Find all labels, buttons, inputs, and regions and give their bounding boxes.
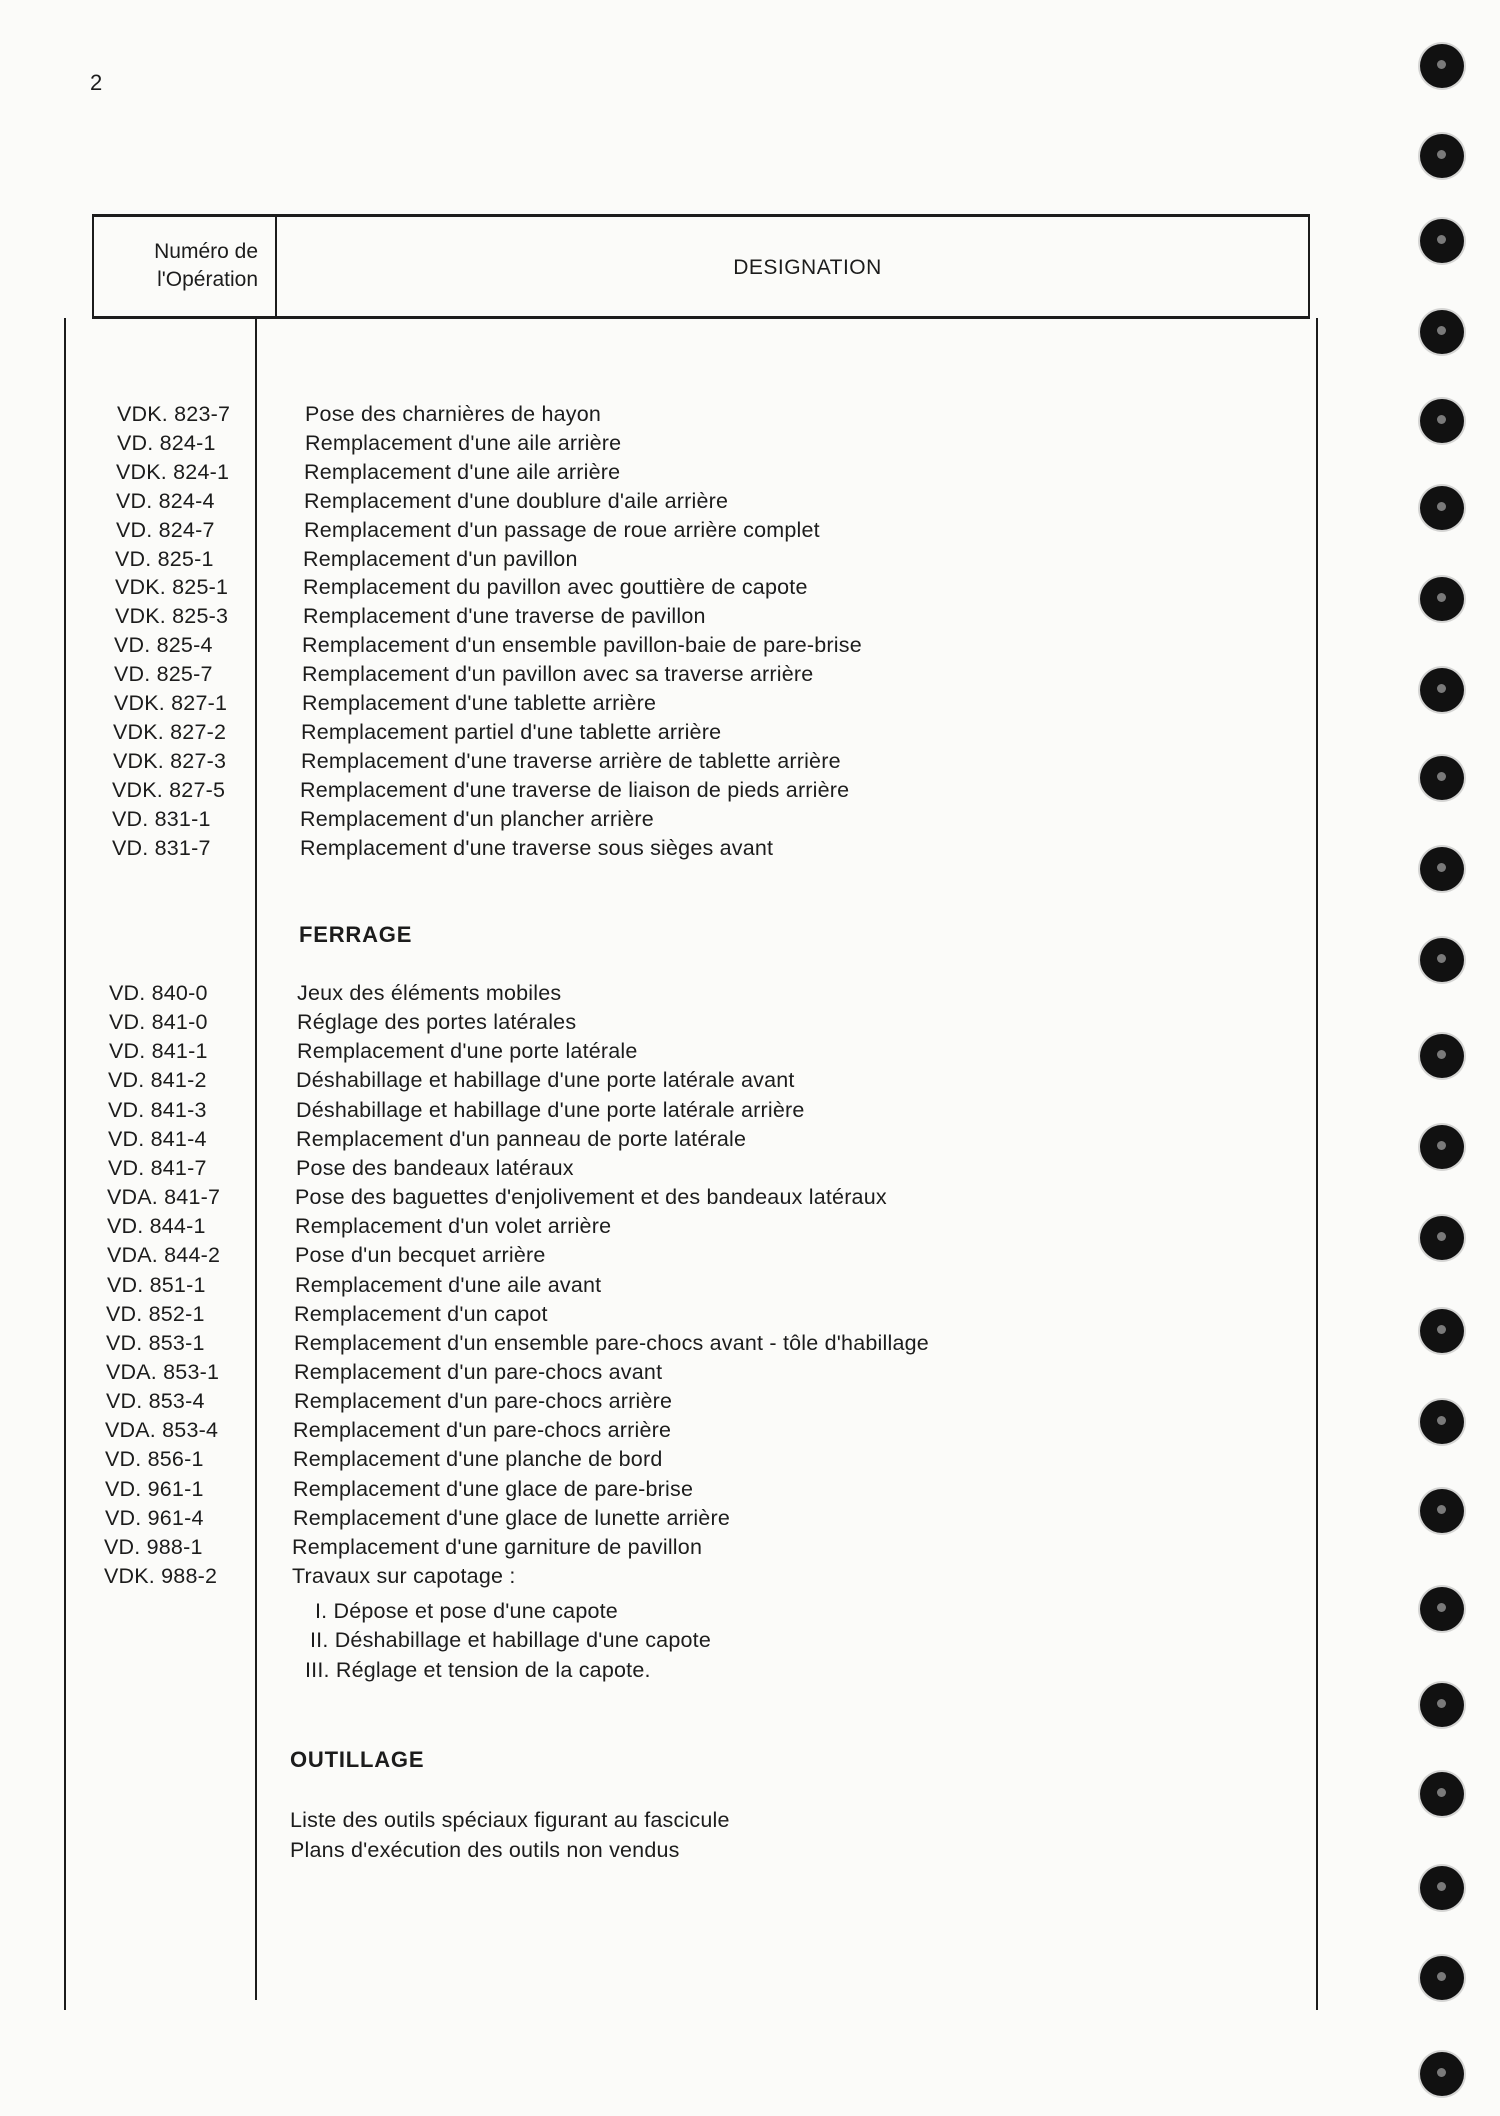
operation-number: VD. 825-1 [115,546,214,571]
operation-designation: Pose des charnières de hayon [305,402,602,426]
table-left-border [92,214,94,318]
punch-hole-icon [1420,310,1464,354]
operation-number: VD. 825-4 [114,633,213,658]
operation-number: VD. 841-2 [108,1068,207,1093]
operation-designation: Remplacement d'un pare-chocs arrière [294,1389,673,1414]
column-header-designation: DESIGNATION [733,256,882,279]
table-right-border-body [1316,318,1318,2010]
punch-hole-icon [1420,1587,1464,1631]
operation-designation: Remplacement d'une tablette arrière [302,691,657,715]
punch-hole-icon [1420,486,1464,530]
operation-designation: Remplacement d'une traverse de liaison de pieds arrière [300,777,850,802]
table-left-border-body [64,318,66,2010]
operation-designation: Remplacement d'un capot [294,1301,548,1326]
operation-number: VD. 961-1 [105,1476,204,1501]
operation-number: VDA. 841-7 [107,1185,221,1210]
operation-number: VD. 841-7 [108,1155,207,1180]
capotage-subitem: III. Réglage et tension de la capote. [305,1657,651,1682]
operation-number: VD. 961-4 [105,1505,204,1530]
operation-designation: Remplacement d'une traverse de pavillon [303,604,706,629]
punch-hole-icon [1420,44,1464,88]
operation-number: VD. 856-1 [105,1447,204,1472]
operation-number: VD. 988-1 [104,1534,203,1559]
operation-designation: Remplacement d'un plancher arrière [300,806,654,831]
operation-number: VD. 824-7 [116,517,215,542]
operation-designation: Remplacement d'une glace de pare-brise [293,1476,694,1501]
punch-hole-icon [1420,1489,1464,1533]
operation-designation: Remplacement d'une porte latérale [297,1039,638,1064]
operation-number: VD. 841-4 [108,1126,207,1151]
operation-number: VD. 853-4 [106,1389,205,1414]
punch-hole-icon [1420,1683,1464,1727]
operation-designation: Remplacement d'une garniture de pavillon [292,1534,703,1559]
operation-designation: Pose des bandeaux latéraux [296,1155,574,1180]
punch-hole-icon [1420,668,1464,712]
operation-designation: Remplacement d'un ensemble pare-chocs avant - tôle d'habillage [294,1330,929,1355]
operation-designation: Remplacement d'une glace de lunette arrière [293,1505,730,1530]
operation-number: VD. 852-1 [106,1301,205,1326]
operation-designation: Déshabillage et habillage d'une porte latérale avant [296,1068,795,1093]
operation-number: VD. 824-1 [117,430,216,455]
punch-hole-icon [1420,2052,1464,2096]
capotage-subitem: II. Déshabillage et habillage d'une capote [310,1628,711,1653]
operation-designation: Réglage des portes latérales [297,1010,577,1035]
operation-number: VDK. 825-1 [115,575,229,600]
operation-designation: Jeux des éléments mobiles [297,981,562,1005]
operation-number: VD. 853-1 [106,1330,205,1355]
operation-designation: Remplacement d'une aile avant [295,1272,602,1297]
operation-designation: Remplacement du pavillon avec gouttière de capote [303,575,808,600]
operation-number: VD. 841-3 [108,1097,207,1122]
punch-hole-icon [1420,1400,1464,1444]
operation-designation: Remplacement d'un ensemble pavillon-baie de pare-brise [302,633,862,658]
column-divider [275,214,277,318]
outillage-line: Liste des outils spéciaux figurant au fascicule [290,1808,730,1832]
operation-number: VD. 844-1 [107,1214,206,1239]
operation-number: VD. 825-7 [114,662,213,687]
operation-number: VDK. 827-2 [113,719,227,744]
operation-number: VDK. 988-2 [104,1564,218,1588]
operation-number: VDK. 824-1 [116,459,230,484]
operation-designation: Remplacement d'une aile arrière [304,459,621,484]
operation-number: VDK. 825-3 [115,604,229,629]
capotage-subitem: I. Dépose et pose d'une capote [315,1599,618,1623]
operation-number: VDA. 844-2 [107,1243,221,1268]
page-number: 2 [90,70,103,95]
operation-designation: Remplacement d'une traverse arrière de tablette arrière [301,748,841,773]
punch-hole-icon [1420,219,1464,263]
operation-designation: Remplacement partiel d'une tablette arrière [301,719,722,744]
operation-number: VDK. 827-1 [114,691,228,715]
punch-hole-icon [1420,134,1464,178]
punch-hole-icon [1420,1956,1464,2000]
column-header-line2: l'Opération [157,268,258,291]
operation-number: VD. 840-0 [109,981,208,1005]
operation-number: VDK. 823-7 [117,402,231,426]
punch-hole-icon [1420,756,1464,800]
operation-number: VDA. 853-4 [105,1418,219,1443]
operation-designation: Travaux sur capotage : [292,1564,516,1588]
punch-hole-icon [1420,938,1464,982]
operation-designation: Remplacement d'une planche de bord [293,1447,663,1472]
punch-hole-icon [1420,1216,1464,1260]
punch-hole-icon [1420,1309,1464,1353]
punch-hole-icon [1420,847,1464,891]
operation-designation: Remplacement d'un pare-chocs arrière [293,1418,672,1443]
operation-number: VD. 831-1 [112,806,211,831]
punch-hole-icon [1420,577,1464,621]
section-title-ferrage: FERRAGE [299,922,413,947]
punch-hole-icon [1420,1034,1464,1078]
operation-number: VD. 824-4 [116,488,215,513]
punch-hole-icon [1420,1866,1464,1910]
operation-number: VD. 841-1 [109,1039,208,1064]
column-header-line1: Numéro de [154,240,258,263]
punch-hole-icon [1420,399,1464,443]
operation-designation: Pose d'un becquet arrière [295,1243,546,1268]
operation-designation: Remplacement d'une traverse sous sièges avant [300,835,774,860]
operation-designation: Remplacement d'un pavillon [303,546,578,571]
operation-designation: Pose des baguettes d'enjolivement et des bandeaux latéraux [295,1185,887,1210]
operation-designation: Remplacement d'un panneau de porte latérale [296,1126,747,1151]
outillage-line: Plans d'exécution des outils non vendus [290,1838,680,1862]
operation-designation: Remplacement d'un passage de roue arrière complet [304,517,820,542]
section-title-outillage: OUTILLAGE [290,1747,425,1772]
column-header-operation-number [96,238,258,294]
operation-designation: Remplacement d'une doublure d'aile arrière [304,488,729,513]
operation-designation: Remplacement d'un pare-chocs avant [294,1359,663,1384]
operation-number: VD. 841-0 [109,1010,208,1035]
operation-designation: Remplacement d'un pavillon avec sa traverse arrière [302,662,814,687]
operation-number: VDK. 827-3 [113,748,227,773]
operation-designation: Remplacement d'une aile arrière [305,430,622,455]
operation-designation: Remplacement d'un volet arrière [295,1214,612,1239]
operation-designation: Déshabillage et habillage d'une porte latérale arrière [296,1097,805,1122]
column-divider-body [255,318,257,2000]
operation-number: VD. 831-7 [112,835,211,860]
operation-number: VD. 851-1 [107,1272,206,1297]
punch-hole-icon [1420,1772,1464,1816]
operation-number: VDK. 827-5 [112,777,226,802]
punch-hole-icon [1420,1125,1464,1169]
operation-number: VDA. 853-1 [106,1359,220,1384]
